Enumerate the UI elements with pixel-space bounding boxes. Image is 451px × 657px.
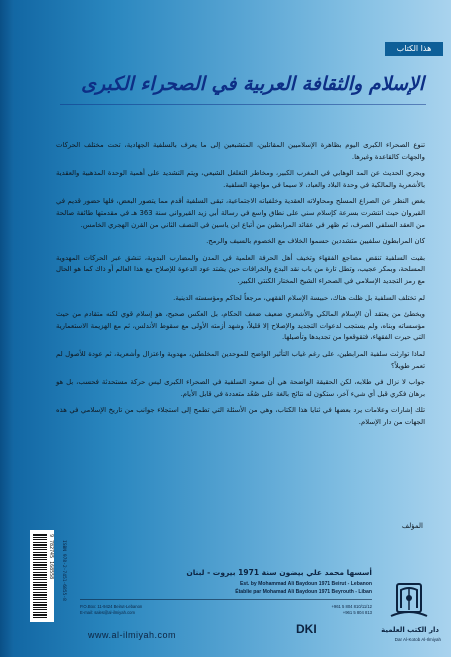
contact-phone: +961 5 804 810/11/12 [331,604,372,609]
blurb-paragraph: بقيت السلفية تنقض مضاجع الفقهاء وتخيف أهل الحرفة العلمية في المدن والمضارب البدوية، تنشق عبر الحركات المهدوية المسلحة، وبمكر عجيب، وتطل تارة من باب نقد البدع والخرافات حين يشتد عود الدعوة للإصلاح مع هذا العالم أو ذاك كما هو الحال مع رمز التجديد الإسلامي في الصحراء الشيخ المختار الكنتي الكبير. [56,253,425,285]
blurb-text [56,140,425,433]
blurb-paragraph: بغض النظر عن الصراع المسلح ومحاولاته العقدية وخلفياته الاجتماعية، تبقى السلفية أقدم مما يتصور البعض، فلها حضور قديم في القيروان حيث انتشرت بسرعة كإسلام سني على نطاق واسع في رسالة أبي زيد القيرواني سنة 363 هـ في مقدمتها طائفة صالحة من العقد السلفي الصرف، ثم ظهر في عقائد المرابطين من أتباع ابن ياسين في النصف الثاني من القرن الهجري الخامس. [56,197,425,229]
publisher-arabic: أسسها محمد علي بيضون سنة 1971 بيروت - لبنان [186,568,372,577]
footer-divider [80,599,372,600]
blurb-paragraph: تلك إشارات وعلامات يرد بعضها في ثنايا هذا الكتاب، وهي من الأسئلة التي تطمح إلى استجلاء جوانب من تاريخ الإسلامي في هذه الجهات من دار الإسلام. [56,406,425,426]
logo-name-english: Dar Al-Kotob Al-Ilmiyah [394,637,441,642]
isbn-text: ISBN 978-2-7451-6855-8 [61,540,66,601]
blurb-paragraph: جواب لا نزال في طلابه، لكن الحقيقة الواضحة هي أن صعود السلفية في الصحراء الكبرى ليس حركة مستحدثة فحسب، بل هو برهان فكري قبل أي شيء آخر، ستكون له نتائج بالغة على صُعُد متعددة في قابل الأيام. [56,378,425,398]
contact-fax: +961 5 804 813 [342,610,372,615]
publisher-french: Établie par Mohamad Ali Baydoun 1971 Beyrouth - Liban [235,589,372,595]
contact-email: E-mail: sales@al-ilmiyah.com [80,610,135,615]
barcode-bars [33,534,47,618]
blurb-paragraph: لماذا توارثت سلفية المرابطين، على رغم غياب التأثير الواضح للموحدين المخلطين، مهدوية واعتزال وأشعرية، ثم عودة للأصول لم تعمر طويلاً؟ [56,349,425,370]
title-underline [60,104,426,105]
barcode-number: 9 782745 168558 [48,534,54,580]
author-signature: المؤلف [401,522,423,530]
blurb-paragraph: ويجري الحديث عن المد الوهابي في المغرب الكبير، ومخاطر التغلغل الشيعي، ويتم التشديد على أهمية الوحدة المذهبية والعقدية بالأشعرية والمالكية في وحدة البلاد والعباد، لا سيما في مواجهة السلفية. [56,169,425,189]
section-tag: هذا الكتاب [385,42,443,56]
blurb-paragraph: تنوع الصحراء الكبرى اليوم بظاهرة الإسلاميين المقاتلين، المتشبعين إلى ما يعرف بالسلفية الجهادية، تحت مختلف الحركات والجهات كالقاعدة وغيرها. [56,141,425,161]
book-title: الإسلام والثقافة العربية في الصحراء الكبرى [81,73,424,95]
barcode [30,530,54,622]
publisher-english: Est. by Mohammad Ali Baydoun 1971 Beirut - Lebanon [240,581,372,587]
logo-name-arabic: دار الكتب العلمية [381,626,439,634]
blurb-paragraph: ويخطئ من يعتقد أن الإسلام المالكي والأشعري ضعيف ضعف الحكام، بل العكس صحيح، هو إسلام قوي لكنه متقادم من حيث مؤسساته وبناه، ولم يستجب لدعوات التجديد والإصلاح إلا قليلاً، وشهد أزمته الأولى مع سقوط الأندلس، ثم مع الهزيمة الاستعمارية التي حيرت الفقهاء، فتقوقعوا من تجديدها وتأصيلها. [56,310,425,342]
blurb-paragraph: كان المرابطون سلفيين متشددين حسموا الخلاف مع الخصوم بالسيف والرمح. [206,237,425,246]
spine-edge [0,0,14,657]
website-link[interactable]: www.al-ilmiyah.com [88,630,177,640]
contact-pobox: P.O.Box: 11-9424 Beirut-Lebanon [80,604,143,609]
blurb-paragraph: لم تختلف السلفية بل ظلت هناك، حبيسة الإسلام الفقهي، مرجعاً لحاكم ومؤسسته الدينية. [173,293,425,302]
isbn-label [60,540,68,620]
brand-dki: DKI [296,622,317,636]
